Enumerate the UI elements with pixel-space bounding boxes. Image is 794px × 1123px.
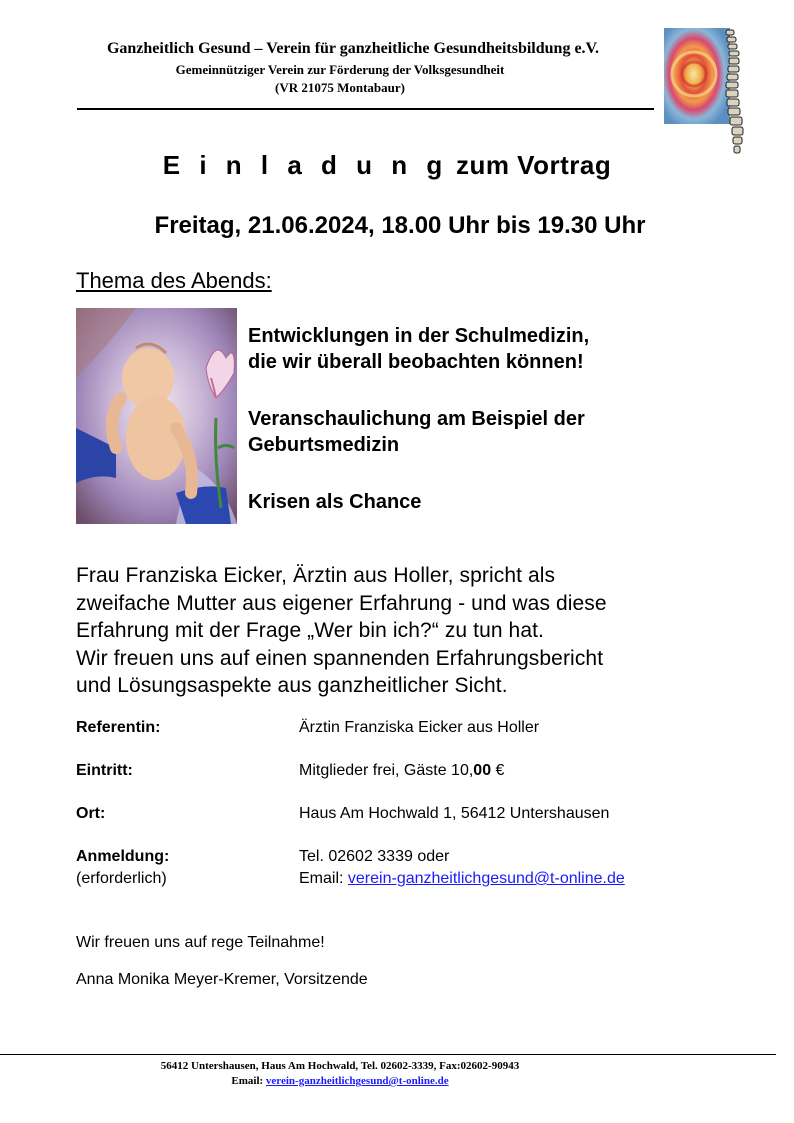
location-value: Haus Am Hochwald 1, 56412 Untershausen (299, 805, 610, 822)
invitation-title-rest: zum Vortrag (448, 150, 612, 180)
footer-address: 56412 Untershausen, Haus Am Hochwald, Tel. 02602-3339, Fax:02602-90943 (160, 1060, 520, 1072)
theme-label: Thema des Abends: (76, 268, 272, 293)
footer-email (0, 1075, 680, 1087)
spine-mandala-logo-icon (664, 28, 746, 156)
topic-2 (248, 406, 585, 458)
topic-3-line-1: Krisen als Chance (248, 491, 422, 513)
speaker-value: Ärztin Franziska Eicker aus Holler (299, 719, 540, 736)
admission-label: Eintritt: (76, 762, 133, 779)
registration-required-note: (erforderlich) (76, 870, 167, 887)
invitation-title-spaced: E i n l a d u n g (162, 150, 449, 180)
admission-value (299, 762, 504, 780)
speaker-label: Referentin: (76, 719, 161, 736)
admission-value-currency: € (491, 762, 505, 779)
description-paragraph (76, 562, 716, 700)
admission-value-cents: 00 (473, 762, 492, 779)
paragraph-line: Erfahrung mit der Frage „Wer bin ich?“ zu tun hat. (76, 619, 544, 642)
paragraph-line: Wir freuen uns auf einen spannenden Erfahrungsbericht (76, 646, 604, 670)
topic-2-line-2: Geburtsmedizin (248, 434, 400, 456)
topic-1-line-2: die wir überall beobachten können! (248, 351, 584, 373)
topic-2-line-1: Veranschaulichung am Beispiel der (248, 408, 585, 430)
topic-3 (248, 489, 421, 515)
association-name: Ganzheitlich Gesund – Verein für ganzheitliche Gesundheitsbildung e.V. (106, 40, 600, 57)
closing-line: Wir freuen uns auf rege Teilnahme! (76, 934, 325, 951)
paragraph-line: Frau Franziska Eicker, Ärztin aus Holler, spricht als (76, 564, 556, 587)
signature: Anna Monika Meyer-Kremer, Vorsitzende (76, 971, 368, 988)
registration-email (299, 870, 625, 888)
admission-value-prefix: Mitglieder frei, Gäste 10, (299, 762, 474, 779)
registration-phone: Tel. 02602 3339 oder (299, 848, 450, 865)
footer-divider (0, 1054, 776, 1055)
paragraph-line: zweifache Mutter aus eigener Erfahrung - und was diese (76, 591, 607, 615)
register-number: (VR 21075 Montabaur) (275, 80, 405, 95)
footer-email-link[interactable]: verein-ganzheitlichgesund@t-online.de (265, 1075, 449, 1087)
paragraph-line: und Lösungsaspekte aus ganzheitlicher Sicht. (76, 674, 508, 697)
registration-label: Anmeldung: (76, 848, 170, 865)
footer-email-prefix: Email: (231, 1075, 266, 1087)
event-date: Freitag, 21.06.2024, 18.00 Uhr bis 19.30 Uhr (154, 212, 646, 239)
header-divider (77, 108, 654, 110)
registration-email-link[interactable]: verein-ganzheitlichgesund@t-online.de (347, 870, 625, 887)
registration-email-prefix: Email: (299, 870, 348, 887)
topic-1 (248, 323, 589, 375)
invitation-title (0, 150, 774, 181)
baby-lily-painting-icon (76, 308, 237, 524)
topic-1-line-1: Entwicklungen in der Schulmedizin, (248, 325, 590, 347)
location-label: Ort: (76, 805, 106, 822)
association-subtitle: Gemeinnütziger Verein zur Förderung der Volksgesundheit (175, 62, 505, 77)
